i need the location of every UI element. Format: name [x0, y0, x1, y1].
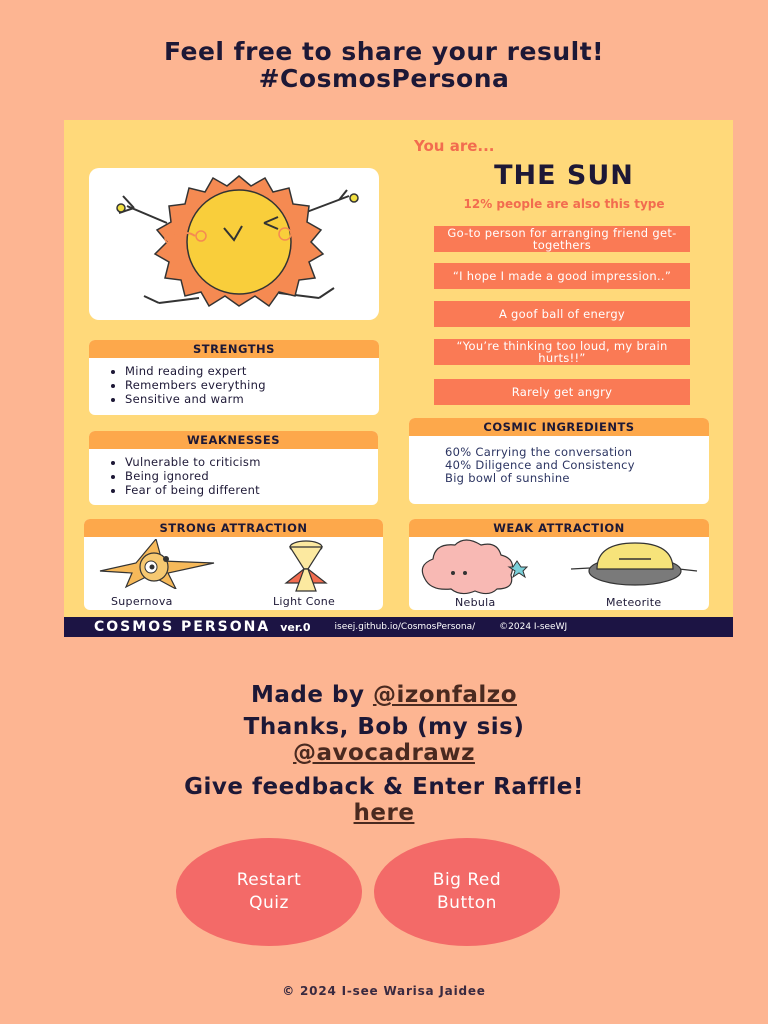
- big-red-label-1: Big Red: [432, 870, 502, 890]
- big-red-label-2: Button: [437, 893, 497, 913]
- card-copyright: ©2024 I-seeWJ: [499, 622, 568, 632]
- strength-item: • Remembers everything: [125, 378, 379, 392]
- made-by-line: [0, 682, 768, 708]
- trait-pill: “You’re thinking too loud, my brain hurts!!”: [434, 339, 690, 365]
- strength-item: • Sensitive and warm: [125, 392, 379, 406]
- thanks-link-line: [0, 740, 768, 766]
- restart-label-1: Restart: [236, 870, 302, 890]
- page-copyright: © 2024 I-see Warisa Jaidee: [282, 984, 486, 998]
- feedback-link-line: [0, 800, 768, 826]
- meteorite-icon: [569, 541, 699, 591]
- big-red-button[interactable]: [374, 838, 560, 946]
- trait-pill: Rarely get angry: [434, 379, 690, 405]
- trait-pill: A goof ball of energy: [434, 301, 690, 327]
- weak-attraction-box: [409, 519, 709, 610]
- result-card: [64, 120, 733, 637]
- ingredient-item: 40% Diligence and Consistency: [445, 458, 635, 472]
- nebula-icon: [415, 539, 545, 595]
- trait-pill: Go-to person for arranging friend get-togethers: [434, 226, 690, 252]
- strength-item: • Mind reading expert: [125, 364, 379, 378]
- restart-label-2: Quiz: [249, 893, 289, 913]
- share-heading: [0, 38, 768, 92]
- nebula-label: Nebula: [455, 596, 496, 609]
- share-line-1: Feel free to share your result!: [163, 37, 605, 66]
- supernova-icon: [96, 539, 216, 589]
- strengths-box: [89, 340, 379, 415]
- site-url: iseej.github.io/CosmosPersona/: [334, 622, 476, 632]
- made-by-label: Made by: [251, 682, 365, 708]
- share-hashtag: #CosmosPersona: [258, 64, 510, 93]
- percent-text: 12% people are also this type: [463, 197, 665, 211]
- thanks-link[interactable]: @avocadrawz: [293, 740, 475, 766]
- version-label: ver.0: [280, 620, 311, 634]
- thanks-line: Thanks, Bob (my sis): [243, 714, 525, 740]
- you-are-label: You are...: [414, 137, 495, 155]
- feedback-line: Give feedback & Enter Raffle!: [184, 774, 584, 800]
- light-cone-label: Light Cone: [273, 595, 336, 608]
- weak-attraction-title: WEAK ATTRACTION: [409, 519, 709, 537]
- meteorite-label: Meteorite: [606, 596, 662, 609]
- ingredient-item: 60% Carrying the conversation: [445, 445, 633, 459]
- restart-quiz-button[interactable]: [176, 838, 362, 946]
- weaknesses-title: WEAKNESSES: [89, 431, 378, 449]
- card-footer-bar: [64, 617, 733, 637]
- made-by-link[interactable]: @izonfalzo: [372, 682, 517, 708]
- weakness-item: • Being ignored: [125, 469, 378, 483]
- result-name: THE SUN: [494, 160, 634, 191]
- ingredients-box: [409, 418, 709, 504]
- ingredient-item: Big bowl of sunshine: [445, 471, 570, 485]
- strong-attraction-title: STRONG ATTRACTION: [84, 519, 383, 537]
- supernova-label: Supernova: [111, 595, 173, 608]
- weaknesses-box: [89, 431, 378, 505]
- light-cone-icon: [276, 539, 336, 595]
- trait-pill: “I hope I made a good impression..”: [434, 263, 690, 289]
- sun-illustration-box: [89, 168, 379, 320]
- strong-attraction-box: [84, 519, 383, 610]
- weakness-item: • Vulnerable to criticism: [125, 455, 378, 469]
- sun-character-icon: [89, 168, 379, 320]
- ingredients-title: COSMIC INGREDIENTS: [409, 418, 709, 436]
- strengths-title: STRENGTHS: [89, 340, 379, 358]
- weakness-item: • Fear of being different: [125, 483, 378, 497]
- brand-name: COSMOS PERSONA: [94, 619, 271, 635]
- feedback-link[interactable]: here: [353, 800, 415, 826]
